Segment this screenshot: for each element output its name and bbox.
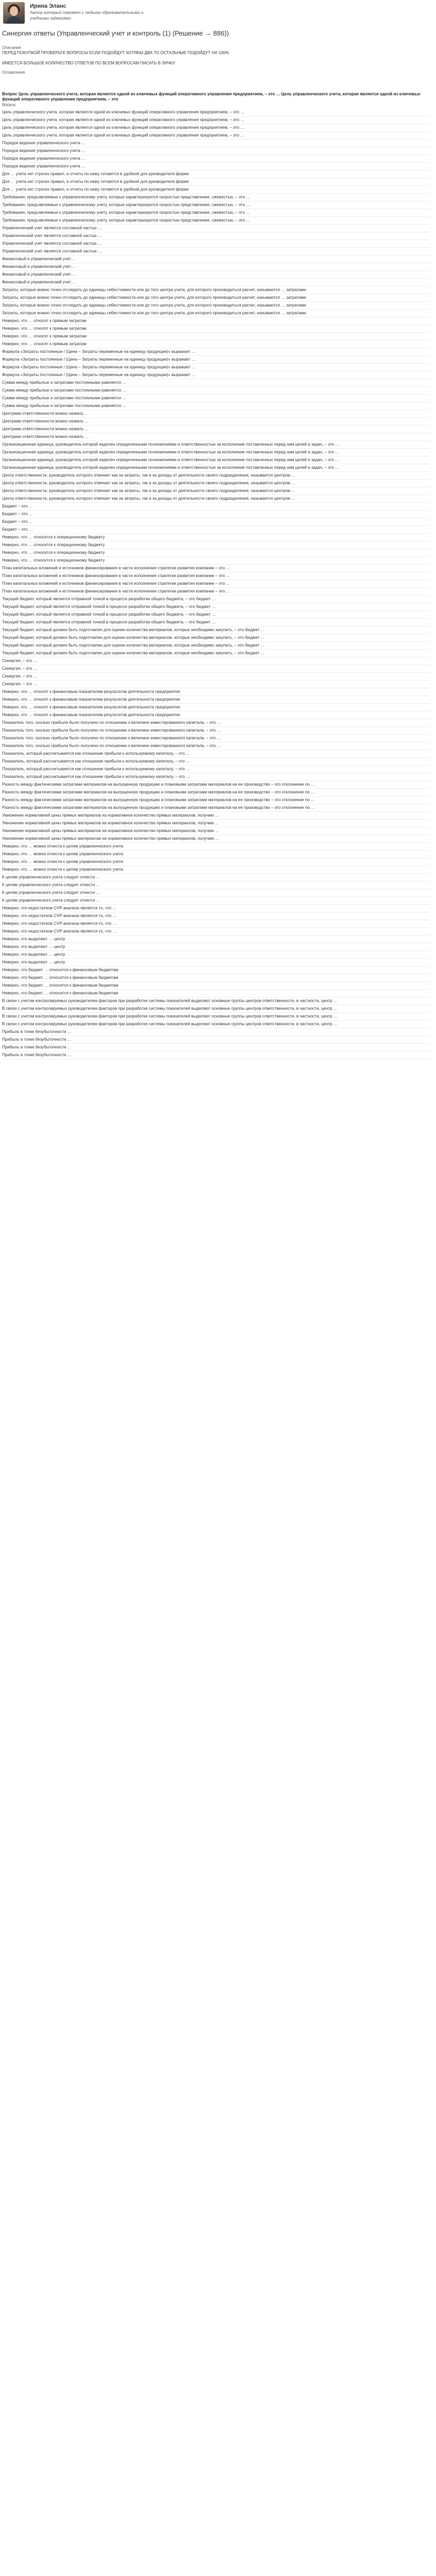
- page-title: Синергия ответы (Управленческий учет и контроль (1) (Решение → 886)): [2, 29, 229, 37]
- answer-item: В связи с учетом контролируемых руководителем факторов при разработке системы показателей выделяют основные группы центров ответственности, в частности, центр …: [2, 1005, 429, 1013]
- answer-item: Требования, предъявляемые к управленческому учету, которые характеризуются скоростью представления, сжежестью, – это …: [2, 217, 429, 225]
- answer-item: Финансовый и управленческий учет…: [2, 271, 429, 279]
- answer-item: Неверно, что … относится к операционному бюджету: [2, 549, 429, 557]
- answer-item: Неверно, что выделяют … центр: [2, 951, 429, 959]
- answer-item: Текущий бюджет, который является отправной точкой в процессе разработки общего бюджета, – это бюджет …: [2, 611, 429, 619]
- answer-item: В связи с учетом контролируемых руководителем факторов при разработке системы показателей выделяют основные группы центров ответственности, в частности, центр …: [2, 1021, 429, 1028]
- answer-item: Текущий бюджет, который должен быть подготовлен для оценки количества материалов, которые необходимо закупить, – это бюджет …: [2, 650, 429, 657]
- description-line: ПЕРЕД ПОКУПКОЙ ПРОВЕРЬТЕ ВОПРОСЫ ЕСЛИ ПОДОЙДУТ ХОТЯБЫ ДВА ТО ОСТАЛЬНЫЕ ПОДОЙДУТ НА 100%: [2, 50, 230, 55]
- author-name[interactable]: Ирина Эланс: [30, 3, 66, 9]
- answer-item: Порядок ведения управленческого учета …: [2, 155, 429, 163]
- answer-item: Неверно, что … можно отнести к целям управленческого учета: [2, 866, 429, 874]
- answer-item: Затраты, которые можно точно отследить до единицы себестоимости или до того центра учета, для которого производиться расчет, называются … затратами: [2, 286, 429, 294]
- answer-item: Неверно, что … можно отнести к целям управленческого учета: [2, 843, 429, 851]
- answer-item: Неверно, что выделяют … центр: [2, 936, 429, 943]
- answer-item: Текущий бюджет, который должен быть подготовлен для оценки количества материалов, которые необходимо закупить, – это бюджет …: [2, 626, 429, 634]
- answer-item: Центр ответственности, руководитель которого отвечает как за затраты, так и за доходы от деятельности своего подразделения, называется центром …: [2, 487, 429, 495]
- answer-item: Затраты, которые можно точно отследить до единицы себестоимости или до того центра учета, для которого производиться расчет, называются … затратами: [2, 310, 429, 317]
- answer-item: Неверно, что бюджет … относится к финансовым бюджетам: [2, 982, 429, 990]
- answer-item: Затраты, которые можно точно отследить до единицы себестоимости или до того центра учета, для которого производиться расчет, называются … затратами: [2, 302, 429, 310]
- answer-item: Порядок ведения управленческого учета …: [2, 140, 429, 147]
- answer-item: Умножение нормативной цены прямых материалов на нормативное количество прямых материалов, получим …: [2, 820, 429, 827]
- answer-item: Неверно, что недостатком CVP-анализа является то, что …: [2, 920, 429, 928]
- answer-item: Формула «Затраты постоянные / (Цена – Затраты переменные на единицу продукции)» выражает …: [2, 356, 429, 364]
- answer-item: Управленческий учет является составной частью …: [2, 240, 429, 248]
- avatar[interactable]: [3, 2, 25, 24]
- answer-item: Неверно, что … относят к финансовым показателям результатов деятельности предприятия: [2, 688, 429, 696]
- answer-item: Порядок ведения управленческого учета …: [2, 163, 429, 171]
- description-line: [2, 56, 424, 61]
- answer-item: Бюджет – это …: [2, 511, 429, 518]
- answer-item: Прибыль в точке безубыточности …: [2, 1028, 429, 1036]
- answer-item: Сумма между прибылью и затратами постоянными равняется …: [2, 379, 429, 387]
- answer-item: Прибыль в точке безубыточности …: [2, 1036, 429, 1044]
- answer-item: Показатель того, сколько прибыли было получено по отношению к величине инвестированного капитала, – это …: [2, 742, 429, 750]
- answer-item: Неверно, что … относится к операционному бюджету: [2, 534, 429, 541]
- answer-item: Организационная единица, руководитель которой наделен определенными полномочиями и ответственностью за исполнение поставленных перед ним целей и задач, – это …: [2, 456, 429, 464]
- answer-item: Для … учета нет строгих правил, и отчеты по нему готовятся в удобной для руководителя форме: [2, 178, 429, 186]
- answer-item: Синергия, – это …: [2, 657, 429, 665]
- answer-item: Цель управленческого учета, которая является одной из ключевых функций оперативного управления предприятием, – это …: [2, 124, 429, 132]
- answer-item: Показатель того, сколько прибыли было получено по отношению к величине инвестированного капитала, – это …: [2, 727, 429, 735]
- answer-item: Финансовый и управленческий учет…: [2, 263, 429, 271]
- answer-item: Бюджет – это …: [2, 503, 429, 511]
- answer-item: Текущий бюджет, который должен быть подготовлен для оценки количества материалов, которые необходимо закупить, – это бюджет …: [2, 642, 429, 650]
- answer-item: Центрами ответственности можно назвать …: [2, 418, 429, 426]
- answer-item: Прибыль в точке безубыточности …: [2, 1044, 429, 1052]
- answer-item: Сумма между прибылью и затратами постоянными равняется …: [2, 387, 429, 395]
- answer-item: Центрами ответственности можно назвать …: [2, 426, 429, 433]
- answer-item: В связи с учетом контролируемых руководителем факторов при разработке системы показателей выделяют основные группы центров ответственности, в частности, центр …: [2, 1013, 429, 1021]
- answer-item: Неверно, что недостатком CVP-анализа является то, что …: [2, 912, 429, 920]
- answer-item: Порядок ведения управленческого учета …: [2, 147, 429, 155]
- answer-item: Неверно, что бюджет … относится к финансовым бюджетам: [2, 967, 429, 974]
- answer-item: Цель управленческого учета, которая является одной из ключевых функций оперативного управления предприятием, – это …: [2, 116, 429, 124]
- description-section: [2, 45, 424, 75]
- answer-item: Центрами ответственности можно назвать …: [2, 410, 429, 418]
- answer-item: Управленческий учет является составной частью …: [2, 225, 429, 232]
- answer-item: Сумма между прибылью и затратами постоянными равняется …: [2, 395, 429, 402]
- answer-item: Показатель, который рассчитывается как отношение прибыли к используемому капиталу, – это …: [2, 750, 429, 758]
- answer-item: Разность между фактическими затратами материалов на выпущенную продукцию и плановыми затратами материалов на ее производство – это отклонение по …: [2, 804, 429, 812]
- answer-item: Текущий бюджет, который должен быть подготовлен для оценки количества материалов, которые необходимо закупить, – это бюджет …: [2, 634, 429, 642]
- answer-item: Неверно, что выделяют … центр: [2, 943, 429, 951]
- answer-item: К целям управленческого учета следует отнести …: [2, 874, 429, 882]
- answer-item: Цель управленческого учета, которая является одной из ключевых функций оперативного управления предприятием, – это …: [2, 109, 429, 116]
- answer-item: Центр ответственности, руководитель которого отвечает как за затраты, так и за доходы от деятельности своего подразделения, называется центром …: [2, 495, 429, 503]
- answer-item: Показатель того, сколько прибыли было получено по отношению к величине инвестированного капитала, – это …: [2, 719, 429, 727]
- answer-item: Организационная единица, руководитель которой наделен определенными полномочиями и ответственностью за исполнение поставленных перед ним целей и задач, – это …: [2, 464, 429, 472]
- answer-item: Неверно, что … относят к прямым затратам: [2, 317, 429, 325]
- answer-item: Неверно, что недостатком CVP-анализа является то, что …: [2, 905, 429, 912]
- answer-item: Показатель, который рассчитывается как отношение прибыли к используемому капиталу, – это …: [2, 773, 429, 781]
- answer-item: Неверно, что недостатком CVP-анализа является то, что …: [2, 928, 429, 936]
- answers-list: [2, 109, 429, 1059]
- answer-item: Бюджет – это …: [2, 518, 429, 526]
- answer-item: Текущий бюджет, который является отправной точкой в процессе разработки общего бюджета, – это бюджет …: [2, 603, 429, 611]
- answer-item: Неверно, что … можно отнести к целям управленческого учета: [2, 851, 429, 858]
- answer-item: К целям управленческого учета следует отнести …: [2, 897, 429, 905]
- answer-item: Разность между фактическими затратами материалов на выпущенную продукцию и плановыми затратами материалов на ее производство – это отклонение по …: [2, 796, 429, 804]
- answer-item: Формула «Затраты постоянные / (Цена – Затраты переменные на единицу продукции)» выражает …: [2, 348, 429, 356]
- answer-item: Требования, предъявляемые к управленческому учету, которые характеризуются скоростью представления, сжежестью, – это …: [2, 194, 429, 201]
- answer-item: Неверно, что … относят к финансовым показателям результатов деятельности предприятия: [2, 696, 429, 704]
- answers-label: Вопрос: [2, 103, 16, 107]
- answer-item: В связи с учетом контролируемых руководителем факторов при разработке системы показателей выделяют основные группы центров ответственности, в частности, центр …: [2, 997, 429, 1005]
- answer-item: Требования, предъявляемые к управленческому учету, которые характеризуются скоростью представления, сжежестью, – это …: [2, 201, 429, 209]
- question-section: [2, 92, 429, 1059]
- answer-item: Прибыль в точке безубыточности …: [2, 1052, 429, 1059]
- answer-item: Центр ответственности, руководитель которого отвечает как за затраты, так и за доходы от деятельности своего подразделения, называется центром …: [2, 480, 429, 487]
- answer-item: Текущий бюджет, который является отправной точкой в процессе разработки общего бюджета, – это бюджет …: [2, 619, 429, 626]
- description-line: ИМЕЕТСЯ БОЛЬШОЕ КОЛИЧЕСТВО ОТВЕТОВ ПО ВСЕМ ВОПРОСАМ ПИСАТЬ В ЛИЧКУ: [2, 61, 176, 65]
- answer-item: Показатель, который рассчитывается как отношение прибыли к используемому капиталу, – это …: [2, 758, 429, 766]
- author-description: Автор который поможет с любыми образовательными и учебными заданиями: [30, 10, 144, 21]
- answer-item: Неверно, что … относят к прямым затратам: [2, 325, 429, 333]
- answer-item: План капитальных вложений и источников финансирования в части исполнения стратегии развития компании – это …: [2, 565, 429, 572]
- answer-item: Неверно, что бюджет … относится к финансовым бюджетам: [2, 990, 429, 997]
- answer-item: Сумма между прибылью и затратами постоянными равняется …: [2, 402, 429, 410]
- answer-item: План капитальных вложений и источников финансирования в части исполнения стратегии развития компании – это …: [2, 572, 429, 580]
- answer-item: Требования, предъявляемые к управленческому учету, которые характеризуются скоростью представления, сжежестью, – это …: [2, 209, 429, 217]
- answer-item: Центрами ответственности можно назвать …: [2, 433, 429, 441]
- answer-item: Бюджет – это …: [2, 526, 429, 534]
- answer-item: Организационная единица, руководитель которой наделен определенными полномочиями и ответственностью за исполнение поставленных перед ним целей и задач, – это …: [2, 441, 429, 449]
- answer-item: Финансовый и управленческий учет…: [2, 256, 429, 263]
- answer-item: Текущий бюджет, который является отправной точкой в процессе разработки общего бюджета, – это бюджет …: [2, 596, 429, 603]
- answer-item: Умножение нормативной цены прямых материалов на нормативное количество прямых материалов, получим …: [2, 827, 429, 835]
- answer-item: Формула «Затраты постоянные / (Цена – Затраты переменные на единицу продукции)» выражает …: [2, 371, 429, 379]
- answer-item: Показатель того, сколько прибыли было получено по отношению к величине инвестированного капитала, – это …: [2, 735, 429, 742]
- question-text: Вопрос Цель управленческого учета, которая является одной из ключевых функций оперативного управления предприятием, – это … Цель управленческого учета, которая является одной из ключевых функций оперативного управления предприятием, – это: [2, 92, 421, 101]
- answer-item: Умножение нормативной цены прямых материалов на нормативное количество прямых материалов, получим …: [2, 835, 429, 843]
- answer-item: План капитальных вложений и источников финансирования в части исполнения стратегии развития компании – это …: [2, 580, 429, 588]
- answer-item: Затраты, которые можно точно отследить до единицы себестоимости или до того центра учета, для которого производиться расчет, называются … затратами: [2, 294, 429, 302]
- answer-item: Управленческий учет является составной частью …: [2, 232, 429, 240]
- answer-item: Неверно, что … относят к финансовым показателям результатов деятельности предприятия: [2, 704, 429, 711]
- description-label: Описание: [2, 45, 21, 50]
- toc-label: Оглавление: [2, 70, 25, 75]
- answer-item: Финансовый и управленческий учет…: [2, 279, 429, 286]
- answer-item: Синергия, – это …: [2, 681, 429, 688]
- answer-item: Неверно, что … относят к прямым затратам: [2, 333, 429, 341]
- answer-item: К целям управленческого учета следует отнести …: [2, 882, 429, 889]
- answer-item: К целям управленческого учета следует отнести …: [2, 889, 429, 897]
- answer-item: Управленческий учет является составной частью …: [2, 248, 429, 256]
- answer-item: Умножение нормативной цены прямых материалов на нормативное количество прямых материалов, получим …: [2, 812, 429, 820]
- answer-item: Для … учета нет строгих правил, и отчеты по нему готовятся в удобной для руководителя форме: [2, 171, 429, 178]
- answer-item: Центр ответственности, руководитель которого отвечает как за затраты, так и за доходы от деятельности своего подразделения, называется центром …: [2, 472, 429, 480]
- answer-item: Неверно, что … относится к операционному бюджету: [2, 557, 429, 565]
- answer-item: Неверно, что … относится к операционному бюджету: [2, 541, 429, 549]
- answer-item: Цель управленческого учета, которая является одной из ключевых функций оперативного управления предприятием, – это …: [2, 132, 429, 140]
- answer-item: Формула «Затраты постоянные / (Цена – Затраты переменные на единицу продукции)» выражает …: [2, 364, 429, 371]
- answer-item: Организационная единица, руководитель которой наделен определенными полномочиями и ответственностью за исполнение поставленных перед ним целей и задач, – это …: [2, 449, 429, 456]
- answer-item: Синергия, – это …: [2, 673, 429, 681]
- answer-item: План капитальных вложений и источников финансирования в части исполнения стратегии развития компании – это …: [2, 588, 429, 596]
- answer-item: Синергия, – это …: [2, 665, 429, 673]
- answer-item: Разность между фактическими затратами материалов на выпущенную продукцию и плановыми затратами материалов на ее производство – это отклонение по …: [2, 789, 429, 796]
- answer-item: Для … учета нет строгих правил, и отчеты по нему готовятся в удобной для руководителя форме: [2, 186, 429, 194]
- answer-item: Неверно, что … можно отнести к целям управленческого учета: [2, 858, 429, 866]
- answer-item: Неверно, что … относят к финансовым показателям результатов деятельности предприятия: [2, 711, 429, 719]
- answer-item: Разность между фактическими затратами материалов на выпущенную продукцию и плановыми затратами материалов на ее производство – это отклонение по …: [2, 781, 429, 789]
- answer-item: Показатель, который рассчитывается как отношение прибыли к используемому капиталу, – это …: [2, 766, 429, 773]
- answer-item: Неверно, что … относят к прямым затратам: [2, 341, 429, 348]
- answer-item: Неверно, что выделяют … центр: [2, 959, 429, 967]
- author-header: [3, 2, 435, 25]
- description-text: [2, 50, 424, 66]
- answer-item: Неверно, что бюджет … относится к финансовым бюджетам: [2, 974, 429, 982]
